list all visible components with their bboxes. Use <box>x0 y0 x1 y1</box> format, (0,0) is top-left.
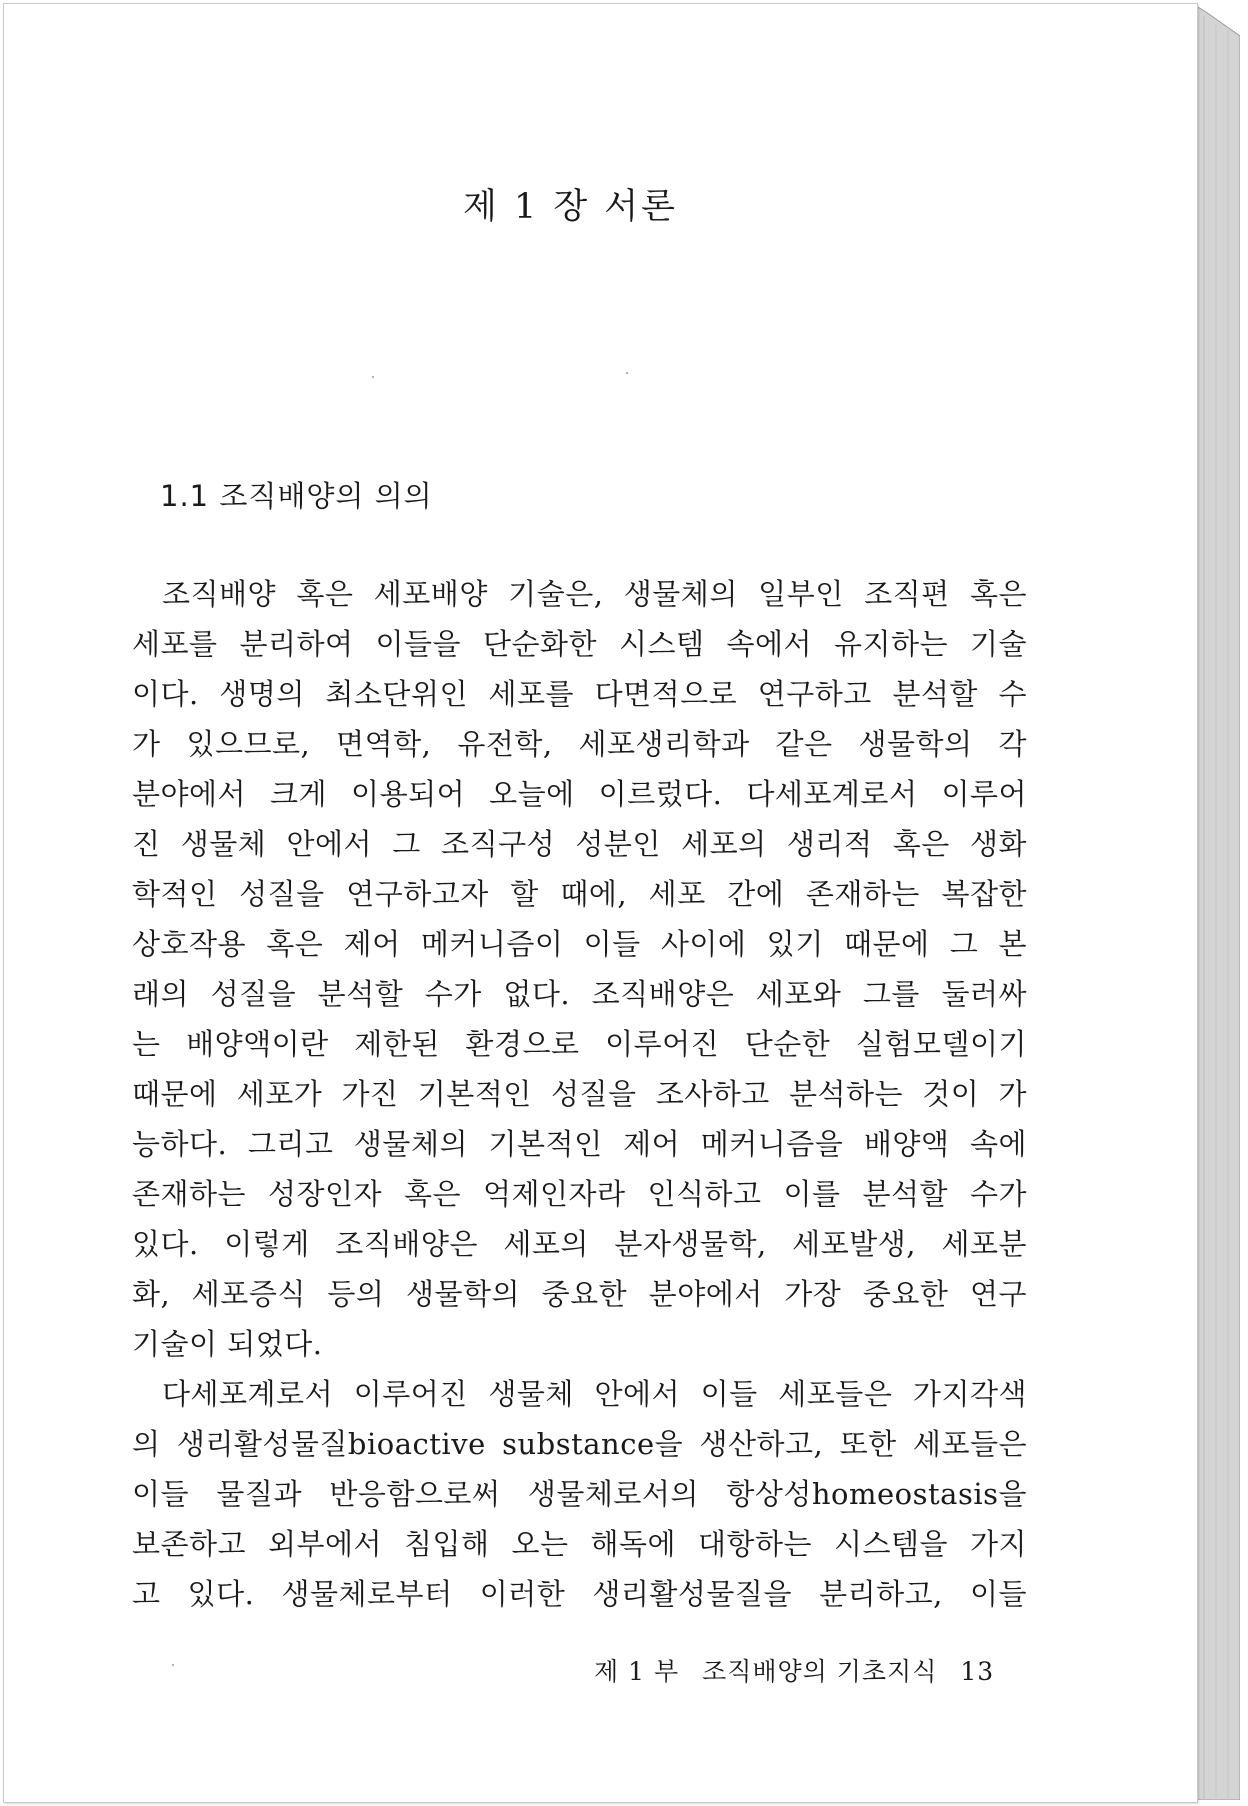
text-line: 이들 물질과 반응함으로써 생물체로서의 항상성homeostasis을 <box>132 1477 1027 1511</box>
book-page <box>3 3 1198 1803</box>
text-line: 는 배양액이란 제한된 환경으로 이루어진 단순한 실험모델이기 <box>132 1027 1027 1061</box>
footer-part-label: 제 1 부 <box>594 1657 680 1686</box>
text-line: 이다. 생명의 최소단위인 세포를 다면적으로 연구하고 분석할 수 <box>132 677 1027 711</box>
paragraph-2 <box>132 1369 1027 1619</box>
running-footer <box>594 1652 994 1688</box>
chapter-title: 제 1 장 서론 <box>463 187 678 227</box>
text-line: 의 생리활성물질bioactive substance을 생산하고, 또한 세포들은 <box>132 1427 1027 1461</box>
body-text <box>132 569 1027 1619</box>
scan-speck <box>372 376 374 378</box>
text-line: 분야에서 크게 이용되어 오늘에 이르렀다. 다세포계로서 이루어 <box>132 777 1027 811</box>
text-line: 능하다. 그리고 생물체의 기본적인 제어 메커니즘을 배양액 속에 <box>132 1127 1027 1161</box>
scan-speck <box>172 1664 174 1666</box>
text-line: 가 있으므로, 면역학, 유전학, 세포생리학과 같은 생물학의 각 <box>132 727 1027 761</box>
paragraph-1 <box>132 569 1027 1369</box>
text-line: 진 생물체 안에서 그 조직구성 성분인 세포의 생리적 혹은 생화 <box>132 827 1027 861</box>
footer-title: 조직배양의 기초지식 <box>702 1657 938 1686</box>
text-line: 화, 세포증식 등의 생물학의 중요한 분야에서 가장 중요한 연구 <box>132 1277 1027 1311</box>
text-line: 기술이 되었다. <box>132 1327 323 1361</box>
text-line: 세포를 분리하여 이들을 단순화한 시스템 속에서 유지하는 기술 <box>132 627 1027 661</box>
text-line: 고 있다. 생물체로부터 이러한 생리활성물질을 분리하고, 이들 <box>132 1577 1027 1611</box>
section-heading: 1.1 조직배양의 의의 <box>160 479 433 513</box>
text-line: 존재하는 성장인자 혹은 억제인자라 인식하고 이를 분석할 수가 <box>132 1177 1027 1211</box>
page-stack-edge <box>1196 6 1240 1800</box>
text-line: 다세포계로서 이루어진 생물체 안에서 이들 세포들은 가지각색 <box>162 1377 1027 1411</box>
text-line: 학적인 성질을 연구하고자 할 때에, 세포 간에 존재하는 복잡한 <box>132 877 1027 911</box>
text-line: 때문에 세포가 가진 기본적인 성질을 조사하고 분석하는 것이 가 <box>132 1077 1027 1111</box>
scan-speck <box>626 372 628 374</box>
text-line: 보존하고 외부에서 침입해 오는 해독에 대항하는 시스템을 가지 <box>132 1527 1027 1561</box>
text-line: 조직배양 혹은 세포배양 기술은, 생물체의 일부인 조직편 혹은 <box>162 577 1027 611</box>
text-line: 상호작용 혹은 제어 메커니즘이 이들 사이에 있기 때문에 그 본 <box>132 927 1027 961</box>
text-line: 있다. 이렇게 조직배양은 세포의 분자생물학, 세포발생, 세포분 <box>132 1227 1027 1261</box>
page-number: 13 <box>960 1657 995 1686</box>
text-line: 래의 성질을 분석할 수가 없다. 조직배양은 세포와 그를 둘러싸 <box>132 977 1027 1011</box>
